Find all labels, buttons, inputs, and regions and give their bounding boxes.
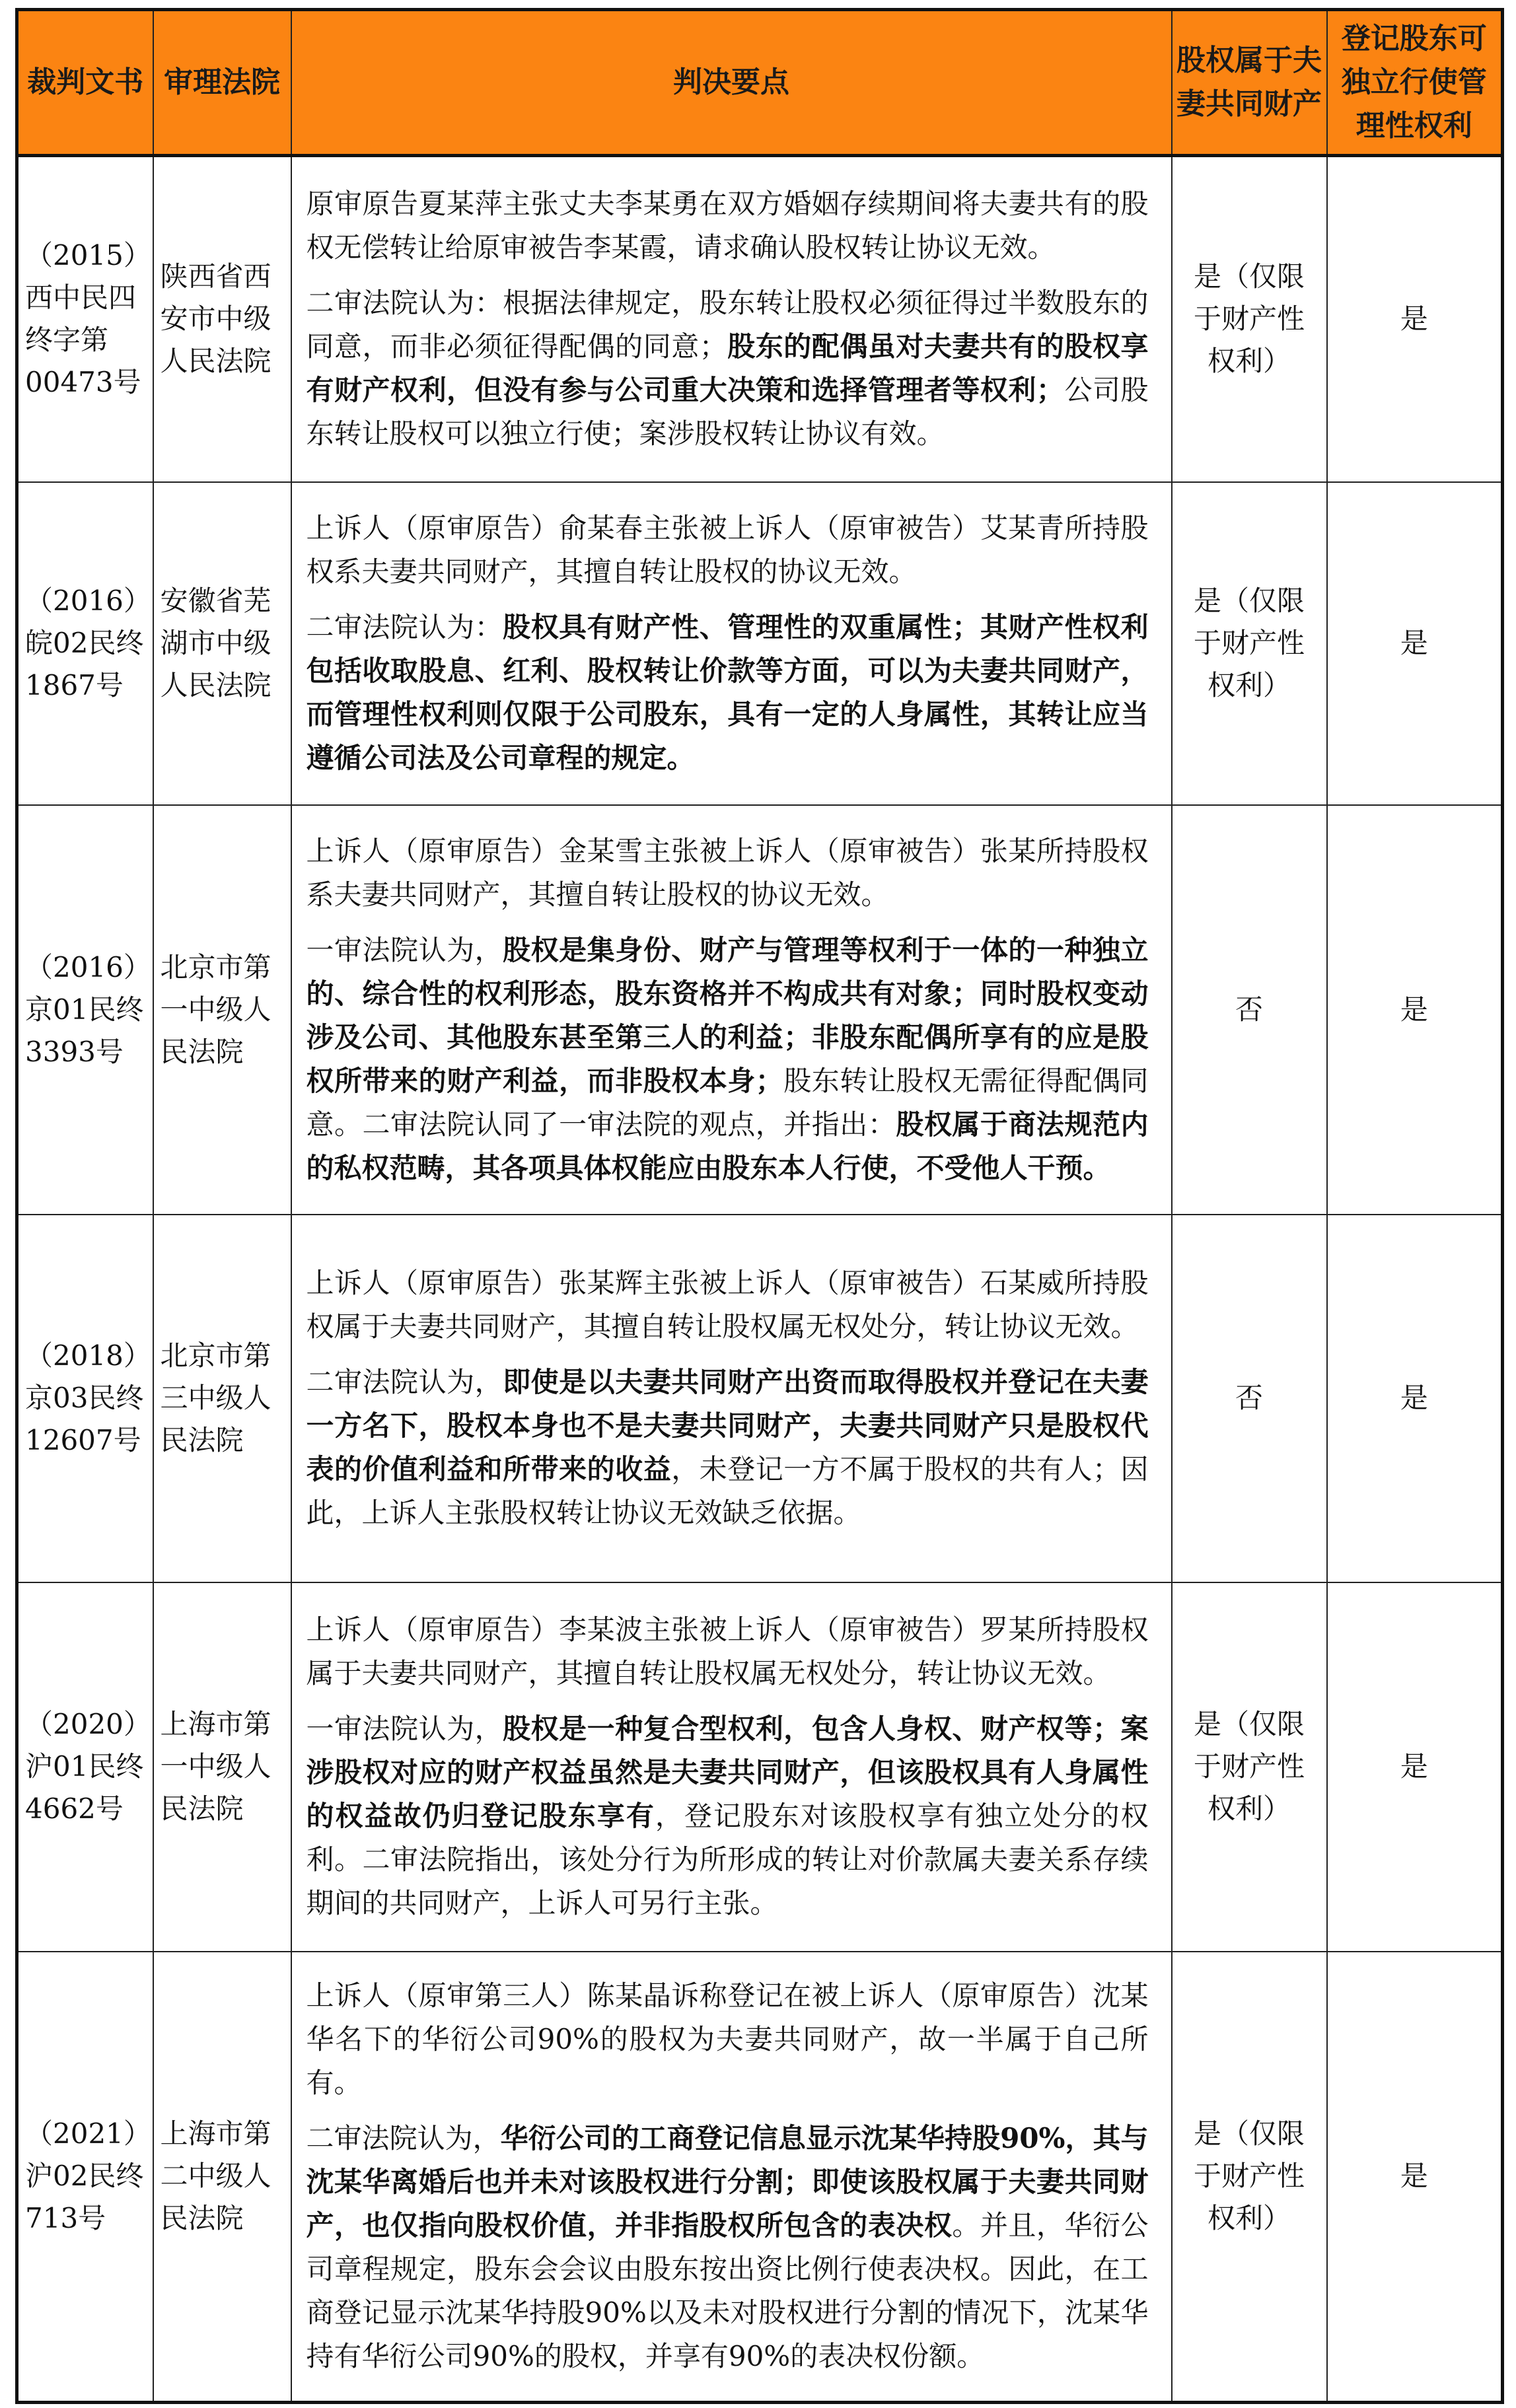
marital-property-value: 是（仅限于财产性权利）	[1172, 156, 1327, 482]
judgment-points	[291, 156, 1172, 482]
judgment-paragraph	[307, 1361, 1149, 1535]
judgment-paragraph	[307, 830, 1149, 917]
text-segment: 上诉人（原审原告）俞某春主张被上诉人（原审被告）艾某青所持股权系夫妻共同财产，其擅自转让股权的协议无效。	[306, 512, 1149, 588]
table-row	[17, 1582, 1503, 1952]
emphasized-text: 股东的配偶虽对夫妻共有的股权享有财产权利，但没有参与公司重大决策和选择管理者等权利；	[306, 330, 1149, 407]
text-segment: 上诉人（原审原告）李某波主张被上诉人（原审被告）罗某所持股权属于夫妻共同财产，其擅自转让股权属无权处分，转让协议无效。	[306, 1613, 1149, 1689]
judgment-paragraph	[307, 1974, 1149, 2105]
header-court: 审理法院	[153, 10, 291, 156]
text-segment: 公司股东转让股权可以独立行使；案涉股权转让协议有效。	[306, 374, 1149, 450]
judgment-paragraph	[307, 1608, 1149, 1695]
text-segment: 股东转让股权无需征得配偶同意。二审法院认同了一审法院的观点，并指出：	[306, 1064, 1149, 1141]
judgment-comparison-table	[15, 8, 1504, 2404]
marital-property-value: 是（仅限于财产性权利）	[1172, 482, 1327, 805]
text-segment: 。并且，华衍公司章程规定，股东会会议由股东按出资比例行使表决权。因此，在工商登记显示沈某华持股90%以及未对股权进行分割的情况下，沈某华持有华衍公司90%的股权，并享有90%的表决权份额。	[306, 2209, 1149, 2373]
judgment-paragraph	[307, 507, 1149, 594]
marital-property-value: 否	[1172, 1215, 1327, 1582]
marital-property-value: 是（仅限于财产性权利）	[1172, 1582, 1327, 1952]
emphasized-text: 股权是集身份、财产与管理等权利于一体的一种独立的、综合性的权利形态，股东资格并不构成共有对象；同时股权变动涉及公司、其他股东甚至第三人的利益；非股东配偶所享有的应是股权所带来的财产利益，而非股权本身；	[306, 933, 1149, 1097]
judgment-points	[291, 1582, 1172, 1952]
text-segment: 一审法院认为，	[306, 1713, 503, 1745]
table-row	[17, 1215, 1503, 1582]
judgment-paragraph	[307, 606, 1149, 780]
text-segment: ，登记股东对该股权享有独立处分的权利。二审法院指出，该处分行为所形成的转让对价款属夫妻关系存续期间的共同财产，上诉人可另行主张。	[306, 1800, 1149, 1919]
judgment-paragraph	[307, 281, 1149, 456]
text-segment: 二审法院认为，	[306, 2122, 501, 2155]
case-number: （2016）皖02民终1867号	[17, 482, 153, 805]
marital-property-value: 否	[1172, 805, 1327, 1215]
independent-rights-value: 是	[1327, 156, 1503, 482]
case-number: （2016）京01民终3393号	[17, 805, 153, 1215]
header-marital-property: 股权属于夫妻共同财产	[1172, 10, 1327, 156]
case-number: （2021）沪02民终713号	[17, 1952, 153, 2403]
emphasized-text: 股权是一种复合型权利，包含人身权、财产权等；案涉股权对应的财产权益虽然是夫妻共同财产，但该股权具有人身属性的权益故仍归登记股东享有	[306, 1713, 1149, 1832]
table-row	[17, 156, 1503, 482]
judgment-paragraph	[307, 929, 1149, 1190]
table-header-row	[17, 10, 1503, 156]
header-case: 裁判文书	[17, 10, 153, 156]
judgment-paragraph	[307, 2117, 1149, 2378]
text-segment: 原审原告夏某萍主张丈夫李某勇在双方婚姻存续期间将夫妻共有的股权无偿转让给原审被告李某霞，请求确认股权转让协议无效。	[306, 188, 1149, 264]
independent-rights-value: 是	[1327, 805, 1503, 1215]
judgment-paragraph	[307, 182, 1149, 269]
judgment-points	[291, 805, 1172, 1215]
judgment-paragraph	[307, 1261, 1149, 1349]
emphasized-text: 股权属于商法规范内的私权范畴，其各项具体权能应由股东本人行使，不受他人干预。	[306, 1108, 1149, 1184]
text-segment: 二审法院认为，	[306, 1366, 503, 1398]
emphasized-text: 华衍公司的工商登记信息显示沈某华持股90%，其与沈某华离婚后也并未对该股权进行分割；即使该股权属于夫妻共同财产，也仅指向股权价值，并非指股权所包含的表决权	[306, 2122, 1149, 2242]
text-segment: 上诉人（原审第三人）陈某晶诉称登记在被上诉人（原审原告）沈某华名下的华衍公司90%的股权为夫妻共同财产，故一半属于自己所有。	[306, 1979, 1149, 2100]
text-segment: 一审法院认为，	[306, 933, 503, 966]
text-segment: 上诉人（原审原告）金某雪主张被上诉人（原审被告）张某所持股权系夫妻共同财产，其擅自转让股权的协议无效。	[306, 834, 1149, 911]
judgment-points	[291, 1215, 1172, 1582]
court-name: 北京市第一中级人民法院	[153, 805, 291, 1215]
court-name: 安徽省芜湖市中级人民法院	[153, 482, 291, 805]
header-independent-rights: 登记股东可独立行使管理性权利	[1327, 10, 1503, 156]
court-name: 陕西省西安市中级人民法院	[153, 156, 291, 482]
court-name: 上海市第二中级人民法院	[153, 1952, 291, 2403]
header-points: 判决要点	[291, 10, 1172, 156]
table-row	[17, 1952, 1503, 2403]
text-segment: 二审法院认为：根据法律规定，股东转让股权必须征得过半数股东的同意，而非必须征得配偶的同意；	[306, 287, 1149, 363]
emphasized-text: 股权具有财产性、管理性的双重属性；其财产性权利包括收取股息、红利、股权转让价款等方面，可以为夫妻共同财产，而管理性权利则仅限于公司股东，具有一定的人身属性，其转让应当遵循公司法及公司章程的规定。	[306, 611, 1149, 774]
table-row	[17, 805, 1503, 1215]
court-name: 上海市第一中级人民法院	[153, 1582, 291, 1952]
independent-rights-value: 是	[1327, 1952, 1503, 2403]
text-segment: 上诉人（原审原告）张某辉主张被上诉人（原审被告）石某威所持股权属于夫妻共同财产，其擅自转让股权属无权处分，转让协议无效。	[306, 1267, 1149, 1343]
judgment-paragraph	[307, 1707, 1149, 1925]
text-segment: ，未登记一方不属于股权的共有人；因此，上诉人主张股权转让协议无效缺乏依据。	[306, 1453, 1149, 1529]
independent-rights-value: 是	[1327, 1215, 1503, 1582]
judgment-points	[291, 1952, 1172, 2403]
judgment-points	[291, 482, 1172, 805]
marital-property-value: 是（仅限于财产性权利）	[1172, 1952, 1327, 2403]
independent-rights-value: 是	[1327, 482, 1503, 805]
case-number: （2020）沪01民终4662号	[17, 1582, 153, 1952]
case-number: （2015）西中民四终字第00473号	[17, 156, 153, 482]
text-segment: 二审法院认为：	[306, 611, 503, 643]
independent-rights-value: 是	[1327, 1582, 1503, 1952]
table-row	[17, 482, 1503, 805]
court-name: 北京市第三中级人民法院	[153, 1215, 291, 1582]
emphasized-text: 即使是以夫妻共同财产出资而取得股权并登记在夫妻一方名下，股权本身也不是夫妻共同财产，夫妻共同财产只是股权代表的价值利益和所带来的收益	[306, 1366, 1149, 1485]
case-number: （2018）京03民终12607号	[17, 1215, 153, 1582]
